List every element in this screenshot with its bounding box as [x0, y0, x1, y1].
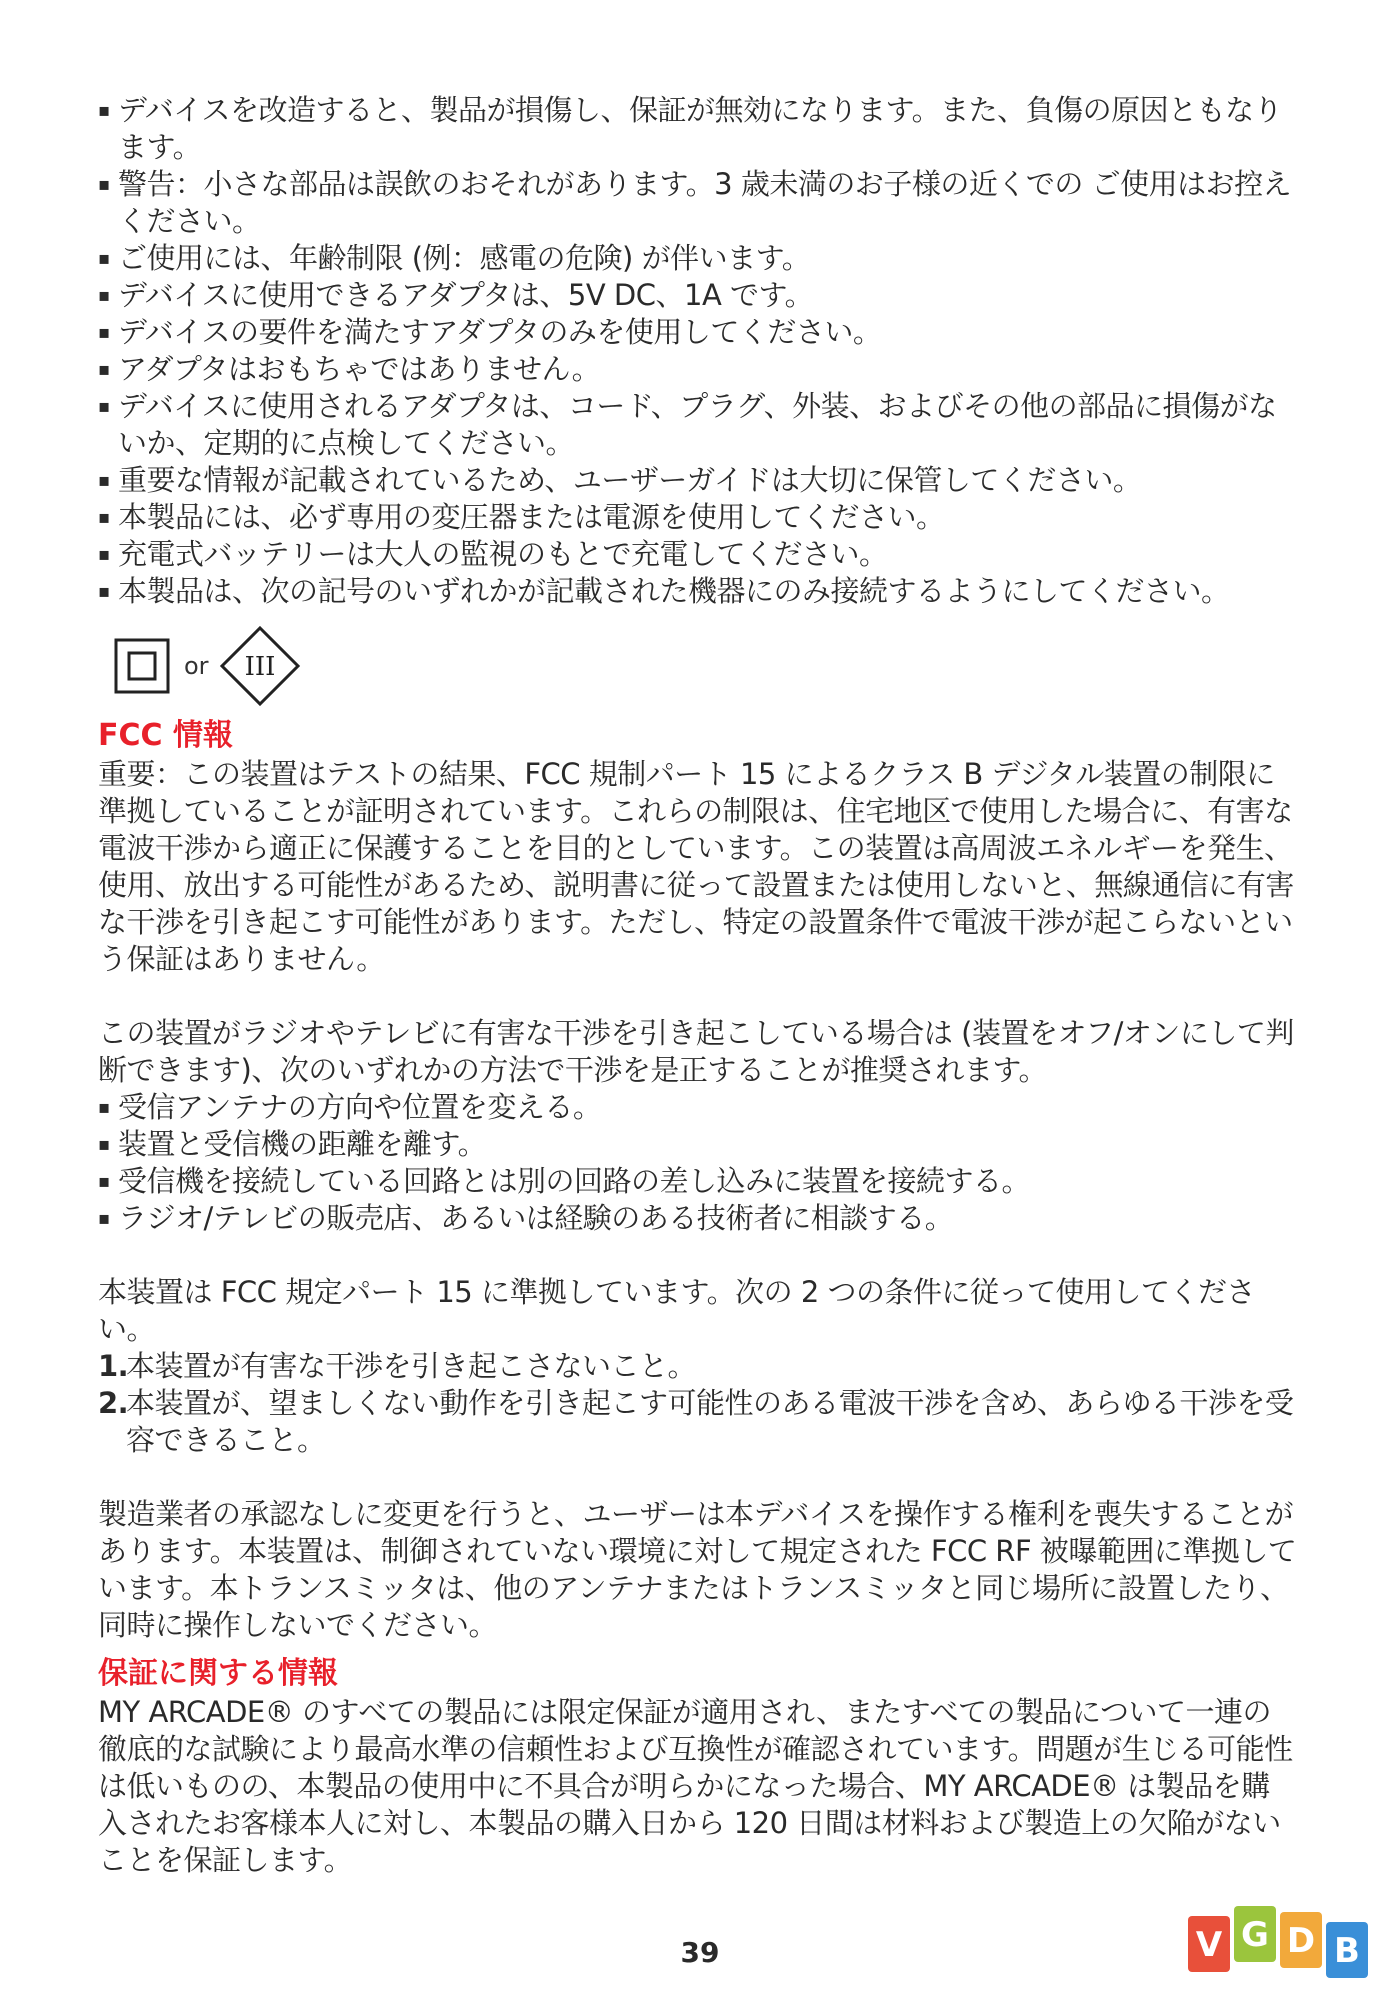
safety-bullet: ▪ デバイスに使用できるアダプタは、5V DC、1A です。	[98, 277, 1298, 314]
safety-bullet: ▪ 本製品には、必ず専用の変圧器または電源を使用してください。	[98, 499, 1298, 536]
safety-bullet: ▪ 充電式バッテリーは大人の監視のもとで充電してください。	[98, 536, 1298, 573]
safety-bullet: ▪ アダプタはおもちゃではありません。	[98, 351, 1298, 388]
vgdb-watermark-logo	[1188, 1906, 1368, 1982]
page-number: 39	[680, 1936, 720, 1969]
safety-bullet: ▪ デバイスを改造すると、製品が損傷し、保証が無効になります。また、負傷の原因ともなります。	[98, 92, 1298, 166]
fcc-heading: FCC 情報	[98, 718, 233, 753]
safety-bullet: ▪ 警告：小さな部品は誤飲のおそれがあります。3 歳未満のお子様の近くでの ご使用はお控えください。	[98, 166, 1298, 240]
fcc-condition	[98, 1348, 1298, 1385]
fcc-paragraph: 重要：この装置はテストの結果、FCC 規制パート 15 によるクラス B デジタル装置の制限に準拠していることが証明されています。これらの制限は、住宅地区で使用した場合に、有害な電波干渉から適正に保護することを目的としています。この装置は高周波エネルギーを発生、使用、放出する可能性があるため、説明書に従って設置または使用しないと、無線通信に有害な干渉を引き起こす可能性があります。ただし、特定の設置条件で電波干渉が起こらないという保証はありません。	[98, 757, 1294, 976]
condition-text: 本装置が有害な干渉を引き起こさないこと。	[126, 1349, 697, 1383]
fcc-bullet: ▪ 装置と受信機の距離を離す。	[98, 1126, 1298, 1163]
symbols-or-text: or	[184, 652, 209, 680]
condition-number: 1.	[98, 1349, 129, 1383]
svg-text:G: G	[1241, 1915, 1269, 1955]
fcc-bullet: ▪ ラジオ/テレビの販売店、あるいは経験のある技術者に相談する。	[98, 1200, 1298, 1237]
safety-bullet: ▪ デバイスに使用されるアダプタは、コード、プラグ、外装、およびその他の部品に損傷がないか、定期的に点検してください。	[98, 388, 1298, 462]
safety-bullet: ▪ 本製品は、次の記号のいずれかが記載された機器にのみ接続するようにしてください。	[98, 573, 1298, 610]
condition-text: 本装置が、望ましくない動作を引き起こす可能性のある電波干渉を含め、あらゆる干渉を受容できること。	[126, 1386, 1294, 1457]
svg-text:V: V	[1195, 1925, 1223, 1965]
fcc-bullet: ▪ 受信機を接続している回路とは別の回路の差し込みに装置を接続する。	[98, 1163, 1298, 1200]
fcc-bullet-list	[98, 1089, 1298, 1237]
class-3-diamond-icon	[219, 625, 301, 707]
condition-number: 2.	[98, 1386, 129, 1420]
fcc-bullet: ▪ 受信アンテナの方向や位置を変える。	[98, 1089, 1298, 1126]
class-2-double-square-icon	[114, 638, 170, 694]
fcc-paragraph: この装置がラジオやテレビに有害な干渉を引き起こしている場合は (装置をオフ/オンにして判断できます)、次のいずれかの方法で干渉を是正することが推奨されます。	[98, 1016, 1294, 1087]
svg-text:D: D	[1286, 1921, 1316, 1961]
fcc-conditions-list	[98, 1348, 1298, 1459]
warranty-paragraph: MY ARCADE® のすべての製品には限定保証が適用され、またすべての製品について一連の徹底的な試験により最高水準の信頼性および互換性が確認されています。問題が生じる可能性は低いものの、本製品の使用中に不具合が明らかになった場合、MY ARCADE® は製品を購入されたお客様本人に対し、本製品の購入日から 120 日間は材料および製造上の欠陥がないことを保証します。	[98, 1695, 1293, 1877]
safety-bullet: ▪ デバイスの要件を満たすアダプタのみを使用してください。	[98, 314, 1298, 351]
fcc-paragraph: 製造業者の承認なしに変更を行うと、ユーザーは本デバイスを操作する権利を喪失することがあります。本装置は、制御されていない環境に対して規定された FCC RF 被曝範囲に準拠しています。本トランスミッタは、他のアンテナまたはトランスミッタと同じ場所に設置したり、同時に操作しないでください。	[98, 1497, 1297, 1642]
equipment-class-symbols	[114, 626, 1298, 706]
fcc-paragraph: 本装置は FCC 規定パート 15 に準拠しています。次の 2 つの条件に従って使用してください。	[98, 1275, 1256, 1346]
svg-text:B: B	[1334, 1931, 1360, 1971]
safety-bullet-list	[98, 92, 1298, 610]
safety-bullet: ▪ 重要な情報が記載されているため、ユーザーガイドは大切に保管してください。	[98, 462, 1298, 499]
class-3-label: III	[244, 652, 275, 682]
warranty-heading: 保証に関する情報	[98, 1656, 338, 1691]
safety-bullet: ▪ ご使用には、年齢制限 (例：感電の危険) が伴います。	[98, 240, 1298, 277]
fcc-condition	[98, 1385, 1298, 1459]
manual-page	[98, 92, 1298, 1879]
